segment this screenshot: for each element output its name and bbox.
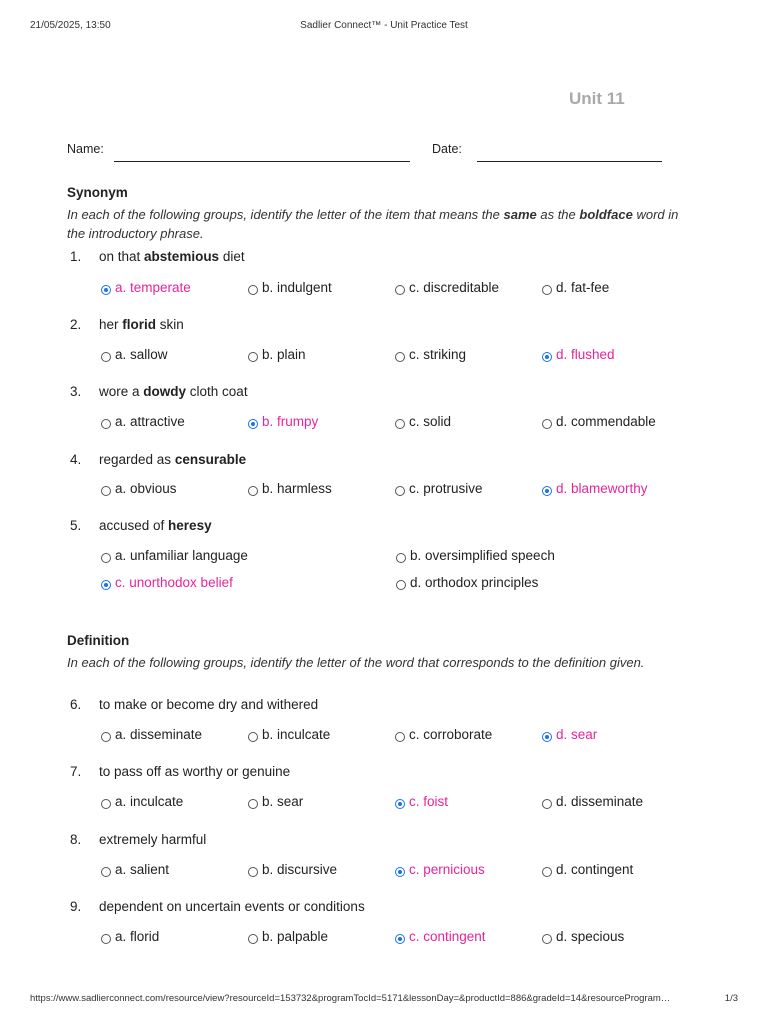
question-number: 2. <box>70 317 82 332</box>
answer-option[interactable] <box>101 481 177 496</box>
radio-button-icon[interactable] <box>542 419 552 429</box>
radio-button-icon[interactable] <box>542 867 552 877</box>
answer-option[interactable] <box>542 414 656 429</box>
answer-option[interactable] <box>248 481 332 496</box>
answer-option[interactable] <box>395 862 485 877</box>
answer-option[interactable] <box>101 727 202 742</box>
answer-option[interactable] <box>248 929 328 944</box>
radio-button-icon[interactable] <box>248 419 258 429</box>
answer-option[interactable] <box>395 280 499 295</box>
date-label: Date: <box>432 142 462 156</box>
radio-button-icon[interactable] <box>101 285 111 295</box>
radio-button-icon[interactable] <box>395 419 405 429</box>
radio-button-icon[interactable] <box>101 799 111 809</box>
radio-button-icon[interactable] <box>395 486 405 496</box>
radio-button-icon[interactable] <box>396 580 406 590</box>
answer-option-label: c. foist <box>409 794 449 809</box>
radio-button-icon[interactable] <box>248 799 258 809</box>
instr-text: as the <box>536 207 580 222</box>
answer-option[interactable] <box>395 929 486 944</box>
answer-option-label: d. blameworthy <box>556 481 648 496</box>
radio-button-icon[interactable] <box>248 486 258 496</box>
question-number: 9. <box>70 899 82 914</box>
answer-option[interactable] <box>101 929 159 944</box>
answer-option-label: d. sear <box>556 727 598 742</box>
radio-button-icon[interactable] <box>248 732 258 742</box>
answer-option[interactable] <box>542 727 597 742</box>
answer-option-label: c. unorthodox belief <box>115 575 233 590</box>
prompt-text: her <box>99 317 123 332</box>
answer-option-label: b. inculcate <box>262 727 331 742</box>
answer-option[interactable] <box>395 794 448 809</box>
print-datetime: 21/05/2025, 13:50 <box>30 20 111 31</box>
radio-button-icon[interactable] <box>396 553 406 563</box>
radio-button-icon[interactable] <box>101 553 111 563</box>
radio-button-icon[interactable] <box>248 867 258 877</box>
answer-option[interactable] <box>542 347 615 362</box>
answer-option[interactable] <box>396 575 538 590</box>
answer-option-label: c. striking <box>409 347 467 362</box>
answer-option[interactable] <box>542 794 643 809</box>
instr-text: In each of the following groups, identify the letter of the item that means the <box>67 207 504 222</box>
answer-option[interactable] <box>248 727 330 742</box>
question-number: 5. <box>70 518 82 533</box>
answer-option-label: d. specious <box>556 929 625 944</box>
radio-button-icon[interactable] <box>542 934 552 944</box>
target-word: heresy <box>168 518 212 533</box>
answer-option[interactable] <box>395 727 492 742</box>
answer-option-label: d. fat-fee <box>556 280 610 295</box>
radio-button-icon[interactable] <box>248 934 258 944</box>
answer-option-label: a. attractive <box>115 414 185 429</box>
answer-option-label: d. commendable <box>556 414 656 429</box>
answer-option-label: c. corroborate <box>409 727 493 742</box>
answer-option[interactable] <box>101 575 233 590</box>
radio-button-icon[interactable] <box>101 419 111 429</box>
radio-button-icon[interactable] <box>101 732 111 742</box>
answer-option[interactable] <box>396 548 555 563</box>
answer-option-label: d. disseminate <box>556 794 644 809</box>
instr-text: word in the introductory phrase. <box>67 207 679 241</box>
answer-option-label: b. discursive <box>262 862 338 877</box>
radio-button-icon[interactable] <box>395 934 405 944</box>
page-number: 1/3 <box>724 993 738 1004</box>
radio-button-icon[interactable] <box>395 732 405 742</box>
prompt-text: regarded as <box>99 452 175 467</box>
answer-option-label: d. orthodox principles <box>410 575 539 590</box>
radio-button-icon[interactable] <box>542 799 552 809</box>
question-number: 6. <box>70 697 82 712</box>
question-prompt <box>99 317 184 332</box>
question-prompt <box>99 384 248 399</box>
answer-option[interactable] <box>542 862 633 877</box>
answer-option[interactable] <box>101 414 185 429</box>
answer-option-label: a. salient <box>115 862 170 877</box>
answer-option-label: c. contingent <box>409 929 486 944</box>
answer-option-label: b. indulgent <box>262 280 332 295</box>
answer-option-label: a. unfamiliar language <box>115 548 248 563</box>
answer-option-label: a. temperate <box>115 280 191 295</box>
radio-button-icon[interactable] <box>395 352 405 362</box>
answer-option-label: a. disseminate <box>115 727 203 742</box>
question-prompt <box>99 452 246 467</box>
radio-button-icon[interactable] <box>248 285 258 295</box>
name-label: Name: <box>67 142 104 156</box>
definition-section-title: Definition <box>67 633 130 648</box>
radio-button-icon[interactable] <box>101 352 111 362</box>
question-prompt: to pass off as worthy or genuine <box>99 764 291 779</box>
prompt-text: accused of <box>99 518 169 533</box>
answer-option-label: b. frumpy <box>262 414 319 429</box>
question-prompt <box>99 518 212 533</box>
answer-option-label: c. solid <box>409 414 452 429</box>
prompt-text: on that <box>99 249 145 264</box>
answer-option-label: a. inculcate <box>115 794 184 809</box>
answer-option-label: c. discreditable <box>409 280 500 295</box>
answer-option[interactable] <box>101 548 248 563</box>
radio-button-icon[interactable] <box>101 580 111 590</box>
answer-option-label: b. harmless <box>262 481 332 496</box>
question-number: 1. <box>70 249 82 264</box>
name-field[interactable] <box>114 161 410 162</box>
page-url: https://www.sadlierconnect.com/resource/view?resourceId=153732&programTocId=5171&lessonDay=&productId=886&gradeId=14&resourceProgram… <box>30 993 671 1004</box>
radio-button-icon[interactable] <box>395 867 405 877</box>
question-prompt: to make or become dry and withered <box>99 697 319 712</box>
radio-button-icon[interactable] <box>101 934 111 944</box>
radio-button-icon[interactable] <box>248 352 258 362</box>
answer-option[interactable] <box>395 347 466 362</box>
prompt-text: wore a <box>99 384 144 399</box>
answer-option[interactable] <box>542 929 624 944</box>
instr-emphasis: same <box>503 207 537 222</box>
answer-option[interactable] <box>248 414 318 429</box>
answer-option-label: b. sear <box>262 794 304 809</box>
answer-option-label: d. contingent <box>556 862 634 877</box>
page-title: Sadlier Connect™ - Unit Practice Test <box>300 20 468 31</box>
question-number: 8. <box>70 832 82 847</box>
question-prompt <box>99 249 245 264</box>
answer-option-label: c. protrusive <box>409 481 483 496</box>
answer-option[interactable] <box>395 414 451 429</box>
instr-emphasis: boldface <box>579 207 633 222</box>
answer-option[interactable] <box>101 862 169 877</box>
answer-option-label: a. obvious <box>115 481 177 496</box>
question-prompt: dependent on uncertain events or conditions <box>99 899 365 914</box>
date-field[interactable] <box>477 161 662 162</box>
radio-button-icon[interactable] <box>542 732 552 742</box>
answer-option-label: a. florid <box>115 929 160 944</box>
answer-option-label: b. palpable <box>262 929 329 944</box>
radio-button-icon[interactable] <box>395 285 405 295</box>
answer-option[interactable] <box>395 481 483 496</box>
question-number: 4. <box>70 452 82 467</box>
answer-option[interactable] <box>248 347 306 362</box>
prompt-text: diet <box>219 249 245 264</box>
answer-option[interactable] <box>248 280 332 295</box>
question-prompt: extremely harmful <box>99 832 207 847</box>
answer-option-label: d. flushed <box>556 347 615 362</box>
answer-option[interactable] <box>101 280 191 295</box>
radio-button-icon[interactable] <box>101 867 111 877</box>
radio-button-icon[interactable] <box>101 486 111 496</box>
answer-option[interactable] <box>248 794 303 809</box>
definition-instructions: In each of the following groups, identify the letter of the word that corresponds to the definition given. <box>67 655 645 670</box>
target-word: abstemious <box>144 249 220 264</box>
radio-button-icon[interactable] <box>542 285 552 295</box>
answer-option-label: b. oversimplified speech <box>410 548 555 563</box>
target-word: florid <box>122 317 157 332</box>
radio-button-icon[interactable] <box>395 799 405 809</box>
prompt-text: cloth coat <box>186 384 248 399</box>
radio-button-icon[interactable] <box>542 352 552 362</box>
question-number: 7. <box>70 764 82 779</box>
answer-option[interactable] <box>542 280 609 295</box>
radio-button-icon[interactable] <box>542 486 552 496</box>
answer-option[interactable] <box>101 347 168 362</box>
answer-option[interactable] <box>101 794 183 809</box>
target-word: dowdy <box>143 384 187 399</box>
answer-option[interactable] <box>542 481 648 496</box>
answer-option-label: a. sallow <box>115 347 168 362</box>
answer-option[interactable] <box>248 862 337 877</box>
question-number: 3. <box>70 384 82 399</box>
synonym-section-title: Synonym <box>67 185 128 200</box>
target-word: censurable <box>174 452 247 467</box>
unit-title: Unit 11 <box>569 89 625 108</box>
synonym-instructions <box>67 205 687 243</box>
answer-option-label: c. pernicious <box>409 862 485 877</box>
answer-option-label: b. plain <box>262 347 306 362</box>
prompt-text: skin <box>156 317 184 332</box>
